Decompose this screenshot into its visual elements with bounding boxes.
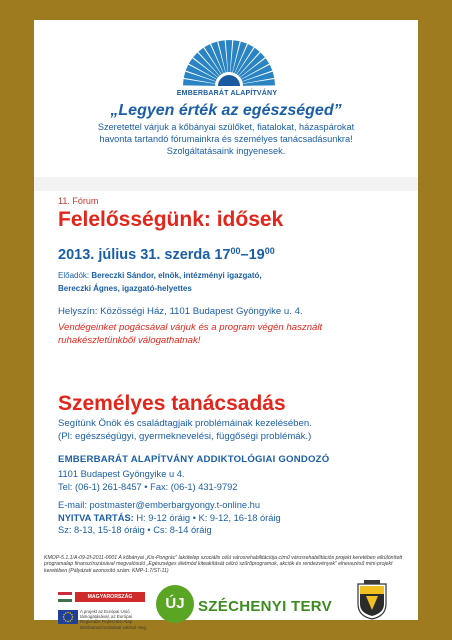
speaker-2: Bereczki Ágnes, igazgató-helyettes bbox=[58, 284, 192, 293]
eu-flag-icon bbox=[58, 610, 78, 624]
intro-line: Szeretettel várjuk a kőbányai szülőket, fiatalokat, házaspárokat bbox=[97, 122, 355, 132]
logo-center bbox=[218, 75, 240, 86]
consultation-text bbox=[58, 418, 408, 443]
divider-band bbox=[34, 177, 418, 191]
speakers bbox=[58, 269, 398, 295]
contact-block bbox=[58, 468, 398, 537]
date-text: 2013. július 31. szerda 17 bbox=[58, 247, 231, 263]
eu-star bbox=[67, 621, 68, 622]
event-date bbox=[58, 246, 275, 263]
coat-of-arms-icon bbox=[356, 580, 388, 620]
organization-name: EMBERBARÁT ALAPÍTVÁNY ADDIKTOLÓGIAI GONDOZÓ bbox=[58, 454, 330, 465]
sponsor-logos bbox=[58, 592, 150, 632]
end-hour: –19 bbox=[240, 247, 265, 263]
eu-star bbox=[63, 616, 64, 617]
consultation-line: (Pl: egészségügyi, gyermeknevelési, függőségi problémák.) bbox=[58, 430, 312, 442]
phone-fax: Tel: (06-1) 261-8457 • Fax: (06-1) 431-9792 bbox=[58, 481, 238, 492]
szechenyi-terv-logo: SZÉCHENYI TERV bbox=[198, 598, 332, 615]
flyer bbox=[34, 20, 418, 630]
megujul-label: MAGYARORSZÁG MEGÚJUL bbox=[75, 592, 145, 602]
project-fineprint: KMOP-5.1.1/A-09-2f-2011-0001 A kőbányai „Kis-Pongrác” lakótelep szociális célú városrehabilitációja című városrehabilitációs projekt keretében elkülönített programalap finanszírozásával megvalósuló „Egészséges életmód kiteakítását célzó szűrőprogramok, akciók és rendezvények” elnevezésű mini-projekt keretében (Pályázati azonosító szám: KMP-1.7/ST-11) bbox=[44, 555, 403, 574]
email: E-mail: postmaster@emberbargyongy.t-online.hu bbox=[58, 500, 261, 511]
opening-hours-1: H: 9-12 óráig • K: 9-12, 16-18 óráig bbox=[133, 512, 281, 523]
intro-line: Szolgáltatásaink ingyenesek. bbox=[166, 146, 286, 156]
venue-note-line: Vendégeinket pogácsával várjuk és a program végén használt bbox=[58, 322, 323, 333]
venue: Helyszín: Közösségi Ház, 1101 Budapest Gyöngyike u. 4. bbox=[58, 306, 303, 317]
eu-star bbox=[71, 619, 72, 620]
slogan: „Legyen érték az egészséged” bbox=[110, 102, 342, 119]
consultation-title: Személyes tanácsadás bbox=[58, 392, 286, 415]
start-minutes: 00 bbox=[230, 246, 241, 256]
venue-note-line: ruhakészletünkből válogathatnak! bbox=[58, 334, 201, 346]
opening-hours-label: NYITVA TARTÁS: bbox=[58, 512, 134, 523]
intro-text bbox=[44, 121, 408, 157]
eu-star bbox=[72, 616, 73, 617]
sunburst-logo-icon bbox=[186, 36, 272, 90]
logo-text: EMBERBARÁT ALAPÍTVÁNY bbox=[176, 90, 278, 97]
opening-hours-2: Sz: 8-13, 15-18 óráig • Cs: 8-14 óráig bbox=[58, 525, 212, 536]
eu-star bbox=[70, 612, 71, 613]
eu-star bbox=[67, 612, 68, 613]
eu-star bbox=[71, 614, 72, 615]
speakers-label: Előadók: bbox=[58, 271, 90, 280]
venue-note bbox=[58, 322, 404, 347]
header bbox=[34, 20, 418, 192]
end-minutes: 00 bbox=[264, 246, 275, 256]
intro-line: havonta tartandó fórumainkra és személyes tanácsadásunkra! bbox=[99, 134, 353, 144]
eu-star bbox=[70, 620, 71, 621]
uj-label: ÚJ bbox=[165, 595, 185, 612]
consultation-line: Segítünk Önök és családtagjaik problémáinak kezelésében. bbox=[58, 418, 312, 429]
hungarian-flag-icon bbox=[58, 592, 72, 602]
forum-topic: Felelősségünk: idősek bbox=[58, 208, 284, 231]
eu-star bbox=[65, 620, 66, 621]
address: 1101 Budapest Gyöngyike u 4. bbox=[58, 469, 185, 479]
eu-star bbox=[63, 614, 64, 615]
forum-number: 11. Fórum bbox=[58, 196, 99, 206]
eu-star bbox=[63, 619, 64, 620]
eu-support-text: A projekt az Európai Unió támogatásával, az Európai Regionális Fejlesztési Alap társfinanszírozásával valósul meg. bbox=[80, 609, 148, 630]
eu-star bbox=[65, 612, 66, 613]
speaker-1: Bereczki Sándor, elnök, intézményi igazgató, bbox=[91, 271, 262, 280]
